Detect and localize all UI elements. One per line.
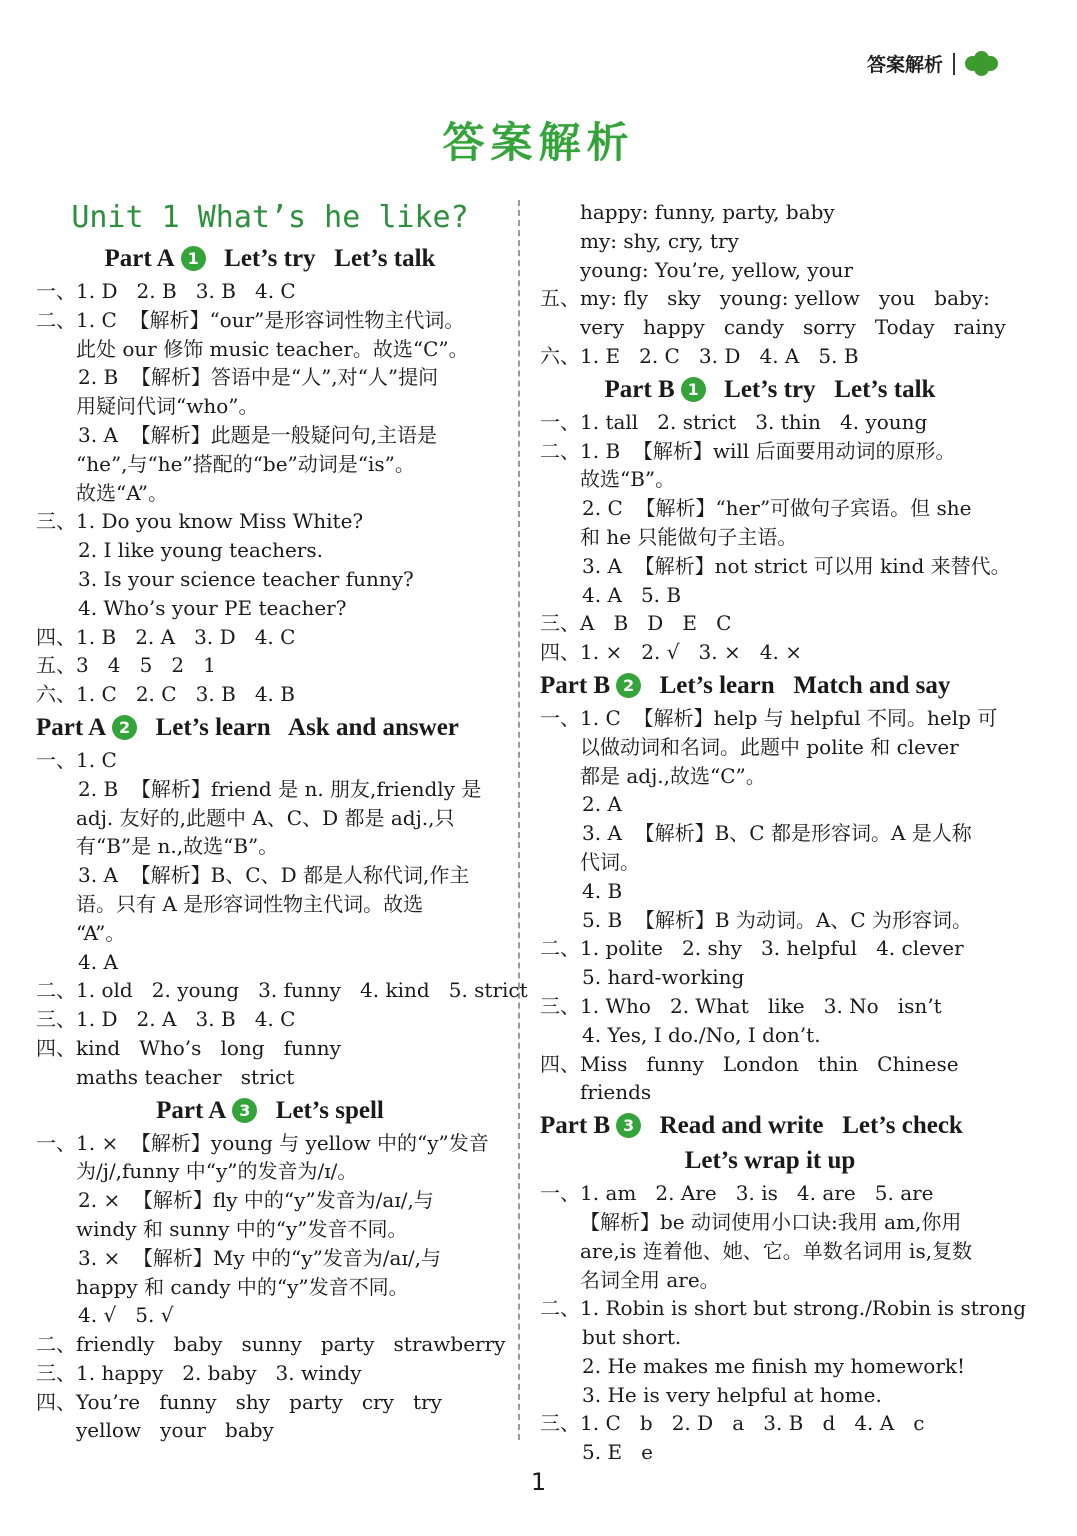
section-title: Let’s try Let’s talk	[211, 245, 436, 272]
answer-line: 二、1. old 2. young 3. funny 4. kind 5. strict	[36, 978, 528, 1003]
section-number-badge: 2	[616, 673, 641, 698]
section-title: Let’s wrap it up	[684, 1147, 856, 1175]
answer-line: 一、1. × 【解析】young 与 yellow 中的“y”发音	[36, 1130, 489, 1155]
answer-line: “he”,与“he”搭配的“be”动词是“is”。	[76, 451, 415, 476]
answer-line: 一、1. am 2. Are 3. is 4. are 5. are	[540, 1181, 934, 1206]
answer-line: 3. A 【解析】B、C 都是形容词。A 是人称	[582, 821, 972, 846]
answer-line: 四、Miss funny London thin Chinese	[540, 1051, 959, 1076]
column-divider	[518, 200, 520, 1440]
answer-line: 3. He is very helpful at home.	[582, 1382, 882, 1407]
answer-line: happy 和 candy 中的“y”发音不同。	[76, 1274, 409, 1299]
section-part: Part A	[36, 713, 107, 741]
section-number-badge: 2	[112, 715, 137, 740]
answer-line: 5. E e	[582, 1440, 653, 1465]
answer-line: are,is 连着他、她、它。单数名词用 is,复数	[580, 1238, 973, 1263]
header-label: 答案解析	[866, 54, 943, 76]
section-title: Read and write Let’s check	[647, 1112, 963, 1140]
answer-line: 故选“B”。	[580, 467, 676, 492]
answer-line: 三、1. happy 2. baby 3. windy	[36, 1360, 362, 1385]
answer-line: 4. Who’s your PE teacher?	[78, 595, 347, 620]
answer-line: 4. √ 5. √	[78, 1303, 174, 1328]
answer-line: friends	[580, 1080, 652, 1105]
section-heading	[540, 1109, 1000, 1142]
answer-line: 二、1. C 【解析】“our”是形容词性物主代词。	[36, 307, 465, 332]
section-part: Part A	[104, 245, 175, 272]
answer-line: very happy candy sorry Today rainy	[580, 315, 1006, 340]
answer-line: 一、1. tall 2. strict 3. thin 4. young	[540, 409, 928, 434]
answer-line: “A”。	[76, 920, 126, 945]
answer-line: happy: funny, party, baby	[580, 200, 835, 224]
answer-line: 和 he 只能做句子主语。	[580, 524, 798, 549]
answer-line: 一、1. D 2. B 3. B 4. C	[36, 279, 296, 303]
section-heading	[36, 711, 504, 744]
answer-line: 2. B 【解析】答语中是“人”,对“人”提问	[78, 365, 439, 390]
section-number-badge: 3	[616, 1113, 641, 1138]
section-title: Let’s spell	[263, 1096, 384, 1124]
left-answers	[36, 242, 528, 1445]
clover-icon	[965, 51, 999, 77]
section-heading	[540, 1144, 1000, 1177]
answer-line: 用疑问代词“who”。	[76, 394, 259, 419]
section-part: Part B	[540, 671, 611, 699]
right-answers	[540, 198, 1027, 1467]
left-column	[36, 198, 528, 1445]
unit-title: Unit 1 What’s he like?	[71, 200, 469, 235]
answer-line: 四、kind Who’s long funny	[36, 1035, 341, 1060]
answer-line: 二、1. polite 2. shy 3. helpful 4. clever	[540, 936, 964, 961]
answer-line: 4. Yes, I do./No, I don’t.	[582, 1022, 821, 1047]
answer-line: maths teacher strict	[76, 1064, 295, 1089]
answer-line: 有“B”是 n.,故选“B”。	[76, 834, 279, 859]
answer-line: 语。只有 A 是形容词性物主代词。故选	[76, 891, 424, 916]
answer-line: 故选“A”。	[76, 480, 168, 505]
answer-line: windy 和 sunny 中的“y”发音不同。	[76, 1216, 408, 1241]
page-title: 答案解析	[442, 118, 635, 167]
answer-line: 四、You’re funny shy party cry try	[36, 1389, 442, 1414]
answer-line: 4. B	[582, 878, 623, 903]
answer-line: 名词全用 are。	[580, 1267, 720, 1292]
answer-line: 4. A 5. B	[582, 582, 682, 607]
answer-line: 2. × 【解析】fly 中的“y”发音为/aɪ/,与	[78, 1188, 434, 1213]
answer-line: 五、my: fly sky young: yellow you baby:	[540, 286, 990, 311]
section-heading	[540, 373, 1000, 406]
answer-line: 代词。	[580, 849, 640, 874]
section-number-badge: 3	[232, 1098, 257, 1123]
answer-line: 2. He makes me finish my homework!	[582, 1353, 966, 1378]
answer-line: 都是 adj.,故选“C”。	[580, 763, 766, 788]
section-title: Let’s learn Match and say	[647, 671, 951, 699]
answer-line: yellow your baby	[76, 1418, 274, 1443]
section-number-badge: 1	[181, 246, 206, 271]
section-title: Let’s learn Ask and answer	[143, 713, 459, 741]
answer-line: 三、1. Do you know Miss White?	[36, 509, 364, 534]
answer-line: 一、1. C	[36, 747, 117, 772]
answer-line: adj. 友好的,此题中 A、C、D 都是 adj.,只	[76, 805, 455, 830]
answer-line: 四、1. × 2. √ 3. × 4. ×	[540, 640, 802, 665]
page-header	[867, 50, 999, 77]
answer-line: 三、1. D 2. A 3. B 4. C	[36, 1007, 296, 1032]
answer-line: 三、1. C b 2. D a 3. B d 4. A c	[540, 1411, 925, 1436]
answer-line: 一、1. C 【解析】help 与 helpful 不同。help 可	[540, 705, 998, 730]
answer-line: 2. A	[582, 792, 622, 817]
answer-line: 3. × 【解析】My 中的“y”发音为/aɪ/,与	[78, 1245, 441, 1270]
answer-line: 2. I like young teachers.	[78, 538, 323, 563]
answer-line: 【解析】be 动词使用小口诀:我用 am,你用	[580, 1209, 962, 1234]
answer-line: 五、3 4 5 2 1	[36, 653, 216, 678]
section-part: Part B	[604, 375, 675, 403]
answer-line: 四、1. B 2. A 3. D 4. C	[36, 624, 296, 649]
answer-line: 以做动词和名词。此题中 polite 和 clever	[580, 734, 959, 759]
answer-line: 此处 our 修饰 music teacher。故选“C”。	[76, 336, 469, 361]
section-heading	[36, 1094, 504, 1127]
answer-line: 2. C 【解析】“her”可做句子宾语。但 she	[582, 496, 972, 521]
answer-line: 六、1. C 2. C 3. B 4. B	[36, 682, 295, 707]
section-heading	[36, 242, 504, 275]
page-number: 1	[530, 1468, 547, 1496]
answer-line: 二、friendly baby sunny party strawberry	[36, 1332, 506, 1357]
answer-line: 为/j/,funny 中“y”的发音为/ɪ/。	[76, 1159, 358, 1184]
answer-line: 三、1. Who 2. What like 3. No isn’t	[540, 993, 942, 1018]
answer-line: 5. B 【解析】B 为动词。A、C 为形容词。	[582, 907, 973, 932]
section-heading	[540, 669, 1000, 702]
answer-line: 3. A 【解析】B、C、D 都是人称代词,作主	[78, 863, 470, 888]
answer-line: 2. B 【解析】friend 是 n. 朋友,friendly 是	[78, 776, 482, 801]
answer-line: 4. A	[78, 949, 118, 974]
answer-line: my: shy, cry, try	[580, 228, 739, 253]
answer-line: 3. Is your science teacher funny?	[78, 566, 414, 591]
section-part: Part A	[156, 1096, 227, 1124]
right-column	[540, 198, 1027, 1467]
answer-line: 3. A 【解析】此题是一般疑问句,主语是	[78, 422, 437, 447]
section-title: Let’s try Let’s talk	[711, 375, 936, 403]
section-number-badge: 1	[681, 377, 706, 402]
answer-line: 二、1. B 【解析】will 后面要用动词的原形。	[540, 438, 956, 463]
answer-line: 5. hard-working	[582, 965, 745, 990]
section-part: Part B	[540, 1112, 611, 1140]
answer-line: but short.	[582, 1325, 682, 1350]
header-separator	[953, 53, 955, 75]
answer-line: 二、1. Robin is short but strong./Robin is strong	[540, 1296, 1027, 1321]
answer-line: 三、A B D E C	[540, 611, 732, 636]
answer-line: young: You’re, yellow, your	[580, 257, 854, 282]
answer-line: 3. A 【解析】not strict 可以用 kind 来替代。	[582, 553, 1011, 578]
answer-line: 六、1. E 2. C 3. D 4. A 5. B	[540, 343, 859, 368]
